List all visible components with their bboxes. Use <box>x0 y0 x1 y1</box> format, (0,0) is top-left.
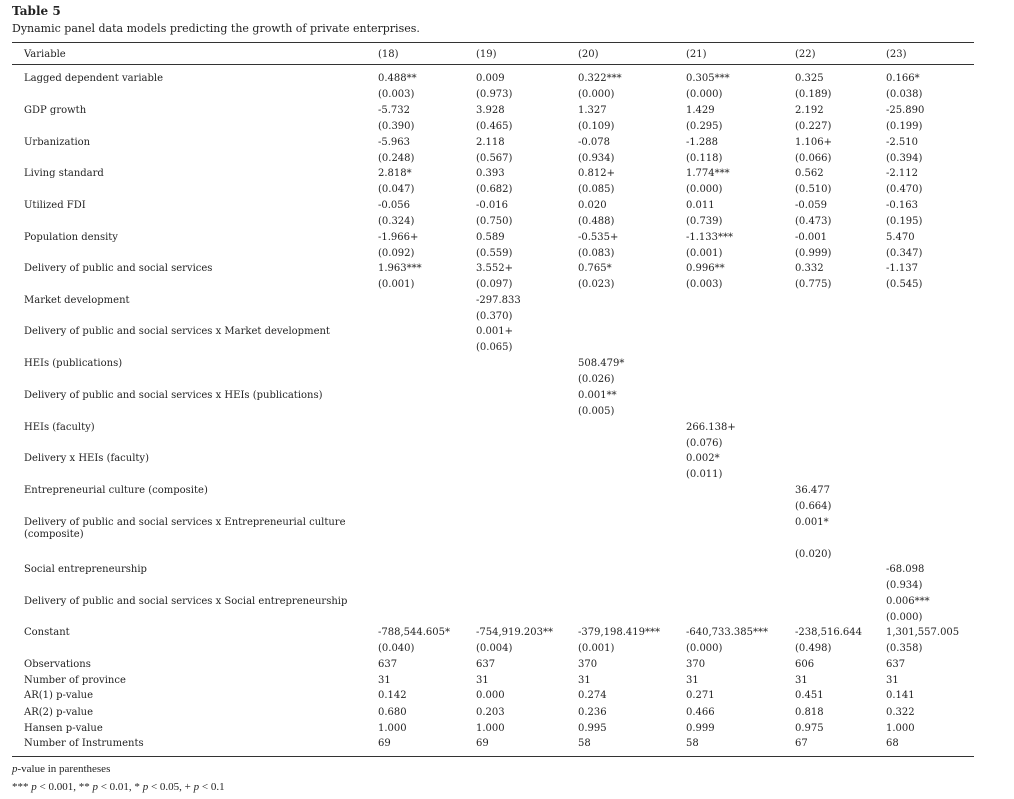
stat-cell: 69 <box>378 738 391 749</box>
coefficient-cell: 1.963*** <box>378 263 422 274</box>
coefficient-cell: 0.166* <box>886 73 920 84</box>
coefficient-cell: 1.106+ <box>795 137 833 148</box>
stat-cell: 31 <box>578 675 591 686</box>
coefficient-cell: -754,919.203** <box>476 627 553 638</box>
row-label: Delivery of public and social services x HEIs (publications) <box>24 390 323 401</box>
header-model-19: (19) <box>476 49 497 60</box>
pvalue-cell: (0.001) <box>686 248 723 259</box>
coefficient-cell: -0.016 <box>476 200 509 211</box>
row-label: Delivery of public and social services x Market development <box>24 326 330 337</box>
stat-cell: 0.000 <box>476 690 505 701</box>
stat-cell: 0.271 <box>686 690 715 701</box>
stat-cell: 1.000 <box>886 723 915 734</box>
row-label: HEIs (faculty) <box>24 422 95 433</box>
pvalue-cell: (0.109) <box>578 121 615 132</box>
header-model-18: (18) <box>378 49 399 60</box>
pvalue-cell: (0.739) <box>686 216 723 227</box>
stat-cell: 58 <box>578 738 591 749</box>
coefficient-cell: -5.963 <box>378 137 411 148</box>
stat-cell: 0.466 <box>686 707 715 718</box>
coefficient-cell: 0.009 <box>476 73 505 84</box>
pvalue-cell: (0.092) <box>378 248 415 259</box>
note-pvalue: p-value in parentheses <box>12 763 111 775</box>
pvalue-cell: (0.775) <box>795 279 832 290</box>
coefficient-cell: 2.118 <box>476 137 505 148</box>
stat-cell: 0.236 <box>578 707 607 718</box>
stat-label: Observations <box>24 659 91 670</box>
pvalue-cell: (0.682) <box>476 184 513 195</box>
stat-cell: 68 <box>886 738 899 749</box>
pvalue-cell: (0.040) <box>378 643 415 654</box>
coefficient-cell: 0.305*** <box>686 73 730 84</box>
pvalue-cell: (0.038) <box>886 89 923 100</box>
pvalue-cell: (0.003) <box>686 279 723 290</box>
pvalue-cell: (0.295) <box>686 121 723 132</box>
coefficient-cell: -1.137 <box>886 263 919 274</box>
coefficient-cell: 0.001+ <box>476 326 514 337</box>
coefficient-cell: -0.078 <box>578 137 611 148</box>
pvalue-cell: (0.567) <box>476 153 513 164</box>
coefficient-cell: 3.928 <box>476 105 505 116</box>
coefficient-cell: 0.589 <box>476 232 505 243</box>
coefficient-cell: 0.020 <box>578 200 607 211</box>
coefficient-cell: -297.833 <box>476 295 521 306</box>
stat-cell: 0.203 <box>476 707 505 718</box>
coefficient-cell: -0.535+ <box>578 232 619 243</box>
pvalue-cell: (0.394) <box>886 153 923 164</box>
pvalue-cell: (0.545) <box>886 279 923 290</box>
stat-cell: 67 <box>795 738 808 749</box>
row-label: Social entrepreneurship <box>24 564 147 575</box>
coefficient-cell: -2.112 <box>886 168 919 179</box>
stat-cell: 370 <box>578 659 598 670</box>
pvalue-cell: (0.005) <box>578 406 615 417</box>
row-label: HEIs (publications) <box>24 358 123 369</box>
coefficient-cell: 0.325 <box>795 73 824 84</box>
coefficient-cell: 0.006*** <box>886 596 930 607</box>
coefficient-cell: 2.192 <box>795 105 824 116</box>
stat-cell: 637 <box>378 659 398 670</box>
pvalue-cell: (0.011) <box>686 469 723 480</box>
row-label: Delivery of public and social services <box>24 263 213 274</box>
row-label: Delivery of public and social services x Social entrepreneurship <box>24 596 348 607</box>
pvalue-cell: (0.934) <box>578 153 615 164</box>
pvalue-cell: (0.390) <box>378 121 415 132</box>
row-label: Delivery of public and social services x Entrepreneurial culture (composite) <box>24 517 346 540</box>
stat-cell: 0.274 <box>578 690 607 701</box>
pvalue-cell: (0.473) <box>795 216 832 227</box>
coefficient-cell: -0.059 <box>795 200 828 211</box>
pvalue-cell: (0.498) <box>795 643 832 654</box>
coefficient-cell: 0.332 <box>795 263 824 274</box>
pvalue-cell: (0.664) <box>795 501 832 512</box>
pvalue-cell: (0.085) <box>578 184 615 195</box>
coefficient-cell: 0.996** <box>686 263 725 274</box>
top-rule <box>12 42 974 43</box>
pvalue-cell: (0.097) <box>476 279 513 290</box>
pvalue-cell: (0.347) <box>886 248 923 259</box>
stat-cell: 0.142 <box>378 690 407 701</box>
coefficient-cell: 1.774*** <box>686 168 730 179</box>
coefficient-cell: -1.966+ <box>378 232 419 243</box>
stat-cell: 0.995 <box>578 723 607 734</box>
pvalue-cell: (0.465) <box>476 121 513 132</box>
coefficient-cell: -379,198.419*** <box>578 627 660 638</box>
pvalue-cell: (0.470) <box>886 184 923 195</box>
header-model-20: (20) <box>578 49 599 60</box>
row-label: Living standard <box>24 168 104 179</box>
pvalue-cell: (0.000) <box>686 643 723 654</box>
header-model-21: (21) <box>686 49 707 60</box>
coefficient-cell: 3.552+ <box>476 263 514 274</box>
stat-cell: 0.322 <box>886 707 915 718</box>
stat-cell: 1.000 <box>476 723 505 734</box>
pvalue-cell: (0.000) <box>578 89 615 100</box>
stat-cell: 0.999 <box>686 723 715 734</box>
stat-cell: 31 <box>795 675 808 686</box>
stat-cell: 31 <box>378 675 391 686</box>
stat-cell: 370 <box>686 659 706 670</box>
coefficient-cell: 1.429 <box>686 105 715 116</box>
stat-label: Number of province <box>24 675 126 686</box>
coefficient-cell: -2.510 <box>886 137 919 148</box>
stat-cell: 31 <box>886 675 899 686</box>
coefficient-cell: 1,301,557.005 <box>886 627 960 638</box>
coefficient-cell: -788,544.605* <box>378 627 450 638</box>
pvalue-cell: (0.026) <box>578 374 615 385</box>
stat-cell: 637 <box>886 659 906 670</box>
coefficient-cell: -1.288 <box>686 137 719 148</box>
stat-label: Hansen p-value <box>24 723 103 734</box>
pvalue-cell: (0.195) <box>886 216 923 227</box>
pvalue-cell: (0.324) <box>378 216 415 227</box>
stat-cell: 637 <box>476 659 496 670</box>
stat-cell: 69 <box>476 738 489 749</box>
pvalue-cell: (0.559) <box>476 248 513 259</box>
stat-label: AR(2) p-value <box>24 707 94 718</box>
row-label: Utilized FDI <box>24 200 86 211</box>
coefficient-cell: 5.470 <box>886 232 915 243</box>
coefficient-cell: 266.138+ <box>686 422 736 433</box>
pvalue-cell: (0.000) <box>886 612 923 623</box>
row-label: Delivery x HEIs (faculty) <box>24 453 149 464</box>
row-label: Entrepreneurial culture (composite) <box>24 485 208 496</box>
stat-cell: 606 <box>795 659 815 670</box>
coefficient-cell: 0.002* <box>686 453 720 464</box>
coefficient-cell: 0.001** <box>578 390 617 401</box>
coefficient-cell: 0.765* <box>578 263 612 274</box>
coefficient-cell: 1.327 <box>578 105 607 116</box>
row-label: Population density <box>24 232 118 243</box>
pvalue-cell: (0.189) <box>795 89 832 100</box>
pvalue-cell: (0.000) <box>686 184 723 195</box>
coefficient-cell: -0.056 <box>378 200 411 211</box>
coefficient-cell: -68.098 <box>886 564 925 575</box>
pvalue-cell: (0.488) <box>578 216 615 227</box>
coefficient-cell: 0.001* <box>795 517 829 528</box>
pvalue-cell: (0.001) <box>378 279 415 290</box>
coefficient-cell: 0.812+ <box>578 168 616 179</box>
coefficient-cell: 36.477 <box>795 485 830 496</box>
coefficient-cell: -25.890 <box>886 105 925 116</box>
pvalue-cell: (0.023) <box>578 279 615 290</box>
pvalue-cell: (0.973) <box>476 89 513 100</box>
table-caption: Dynamic panel data models predicting the growth of private enterprises. <box>12 22 420 35</box>
pvalue-cell: (0.001) <box>578 643 615 654</box>
pvalue-cell: (0.066) <box>795 153 832 164</box>
coefficient-cell: 0.322*** <box>578 73 622 84</box>
stat-cell: 0.451 <box>795 690 824 701</box>
coefficient-cell: 0.393 <box>476 168 505 179</box>
pvalue-cell: (0.358) <box>886 643 923 654</box>
row-label: Constant <box>24 627 70 638</box>
pvalue-cell: (0.000) <box>686 89 723 100</box>
header-variable: Variable <box>24 49 66 60</box>
stat-cell: 0.975 <box>795 723 824 734</box>
coefficient-cell: -238,516.644 <box>795 627 862 638</box>
coefficient-cell: 0.011 <box>686 200 715 211</box>
stat-cell: 0.680 <box>378 707 407 718</box>
pvalue-cell: (0.370) <box>476 311 513 322</box>
stat-cell: 0.141 <box>886 690 915 701</box>
coefficient-cell: -1.133*** <box>686 232 734 243</box>
pvalue-cell: (0.076) <box>686 438 723 449</box>
row-label: Urbanization <box>24 137 91 148</box>
stat-cell: 1.000 <box>378 723 407 734</box>
pvalue-cell: (0.047) <box>378 184 415 195</box>
coefficient-cell: -5.732 <box>378 105 411 116</box>
stat-label: Number of Instruments <box>24 738 144 749</box>
pvalue-cell: (0.118) <box>686 153 723 164</box>
pvalue-cell: (0.199) <box>886 121 923 132</box>
coefficient-cell: 508.479* <box>578 358 625 369</box>
pvalue-cell: (0.227) <box>795 121 832 132</box>
coefficient-cell: 2.818* <box>378 168 412 179</box>
coefficient-cell: -0.001 <box>795 232 828 243</box>
pvalue-cell: (0.020) <box>795 549 832 560</box>
bottom-rule <box>12 756 974 757</box>
pvalue-cell: (0.065) <box>476 342 513 353</box>
pvalue-cell: (0.999) <box>795 248 832 259</box>
coefficient-cell: 0.562 <box>795 168 824 179</box>
pvalue-cell: (0.083) <box>578 248 615 259</box>
pvalue-cell: (0.003) <box>378 89 415 100</box>
row-label: Market development <box>24 295 130 306</box>
stat-cell: 0.818 <box>795 707 824 718</box>
stat-cell: 31 <box>476 675 489 686</box>
header-rule <box>12 64 974 65</box>
pvalue-cell: (0.004) <box>476 643 513 654</box>
header-model-22: (22) <box>795 49 816 60</box>
row-label: Lagged dependent variable <box>24 73 164 84</box>
stat-cell: 58 <box>686 738 699 749</box>
coefficient-cell: -0.163 <box>886 200 919 211</box>
pvalue-cell: (0.510) <box>795 184 832 195</box>
header-model-23: (23) <box>886 49 907 60</box>
stat-cell: 31 <box>686 675 699 686</box>
pvalue-cell: (0.248) <box>378 153 415 164</box>
pvalue-cell: (0.750) <box>476 216 513 227</box>
note-significance: *** p < 0.001, ** p < 0.01, * p < 0.05, + p < 0.1 <box>12 781 225 793</box>
row-label: GDP growth <box>24 105 87 116</box>
table-label: Table 5 <box>12 4 61 18</box>
pvalue-cell: (0.934) <box>886 580 923 591</box>
stat-label: AR(1) p-value <box>24 690 94 701</box>
coefficient-cell: -640,733.385*** <box>686 627 768 638</box>
coefficient-cell: 0.488** <box>378 73 417 84</box>
